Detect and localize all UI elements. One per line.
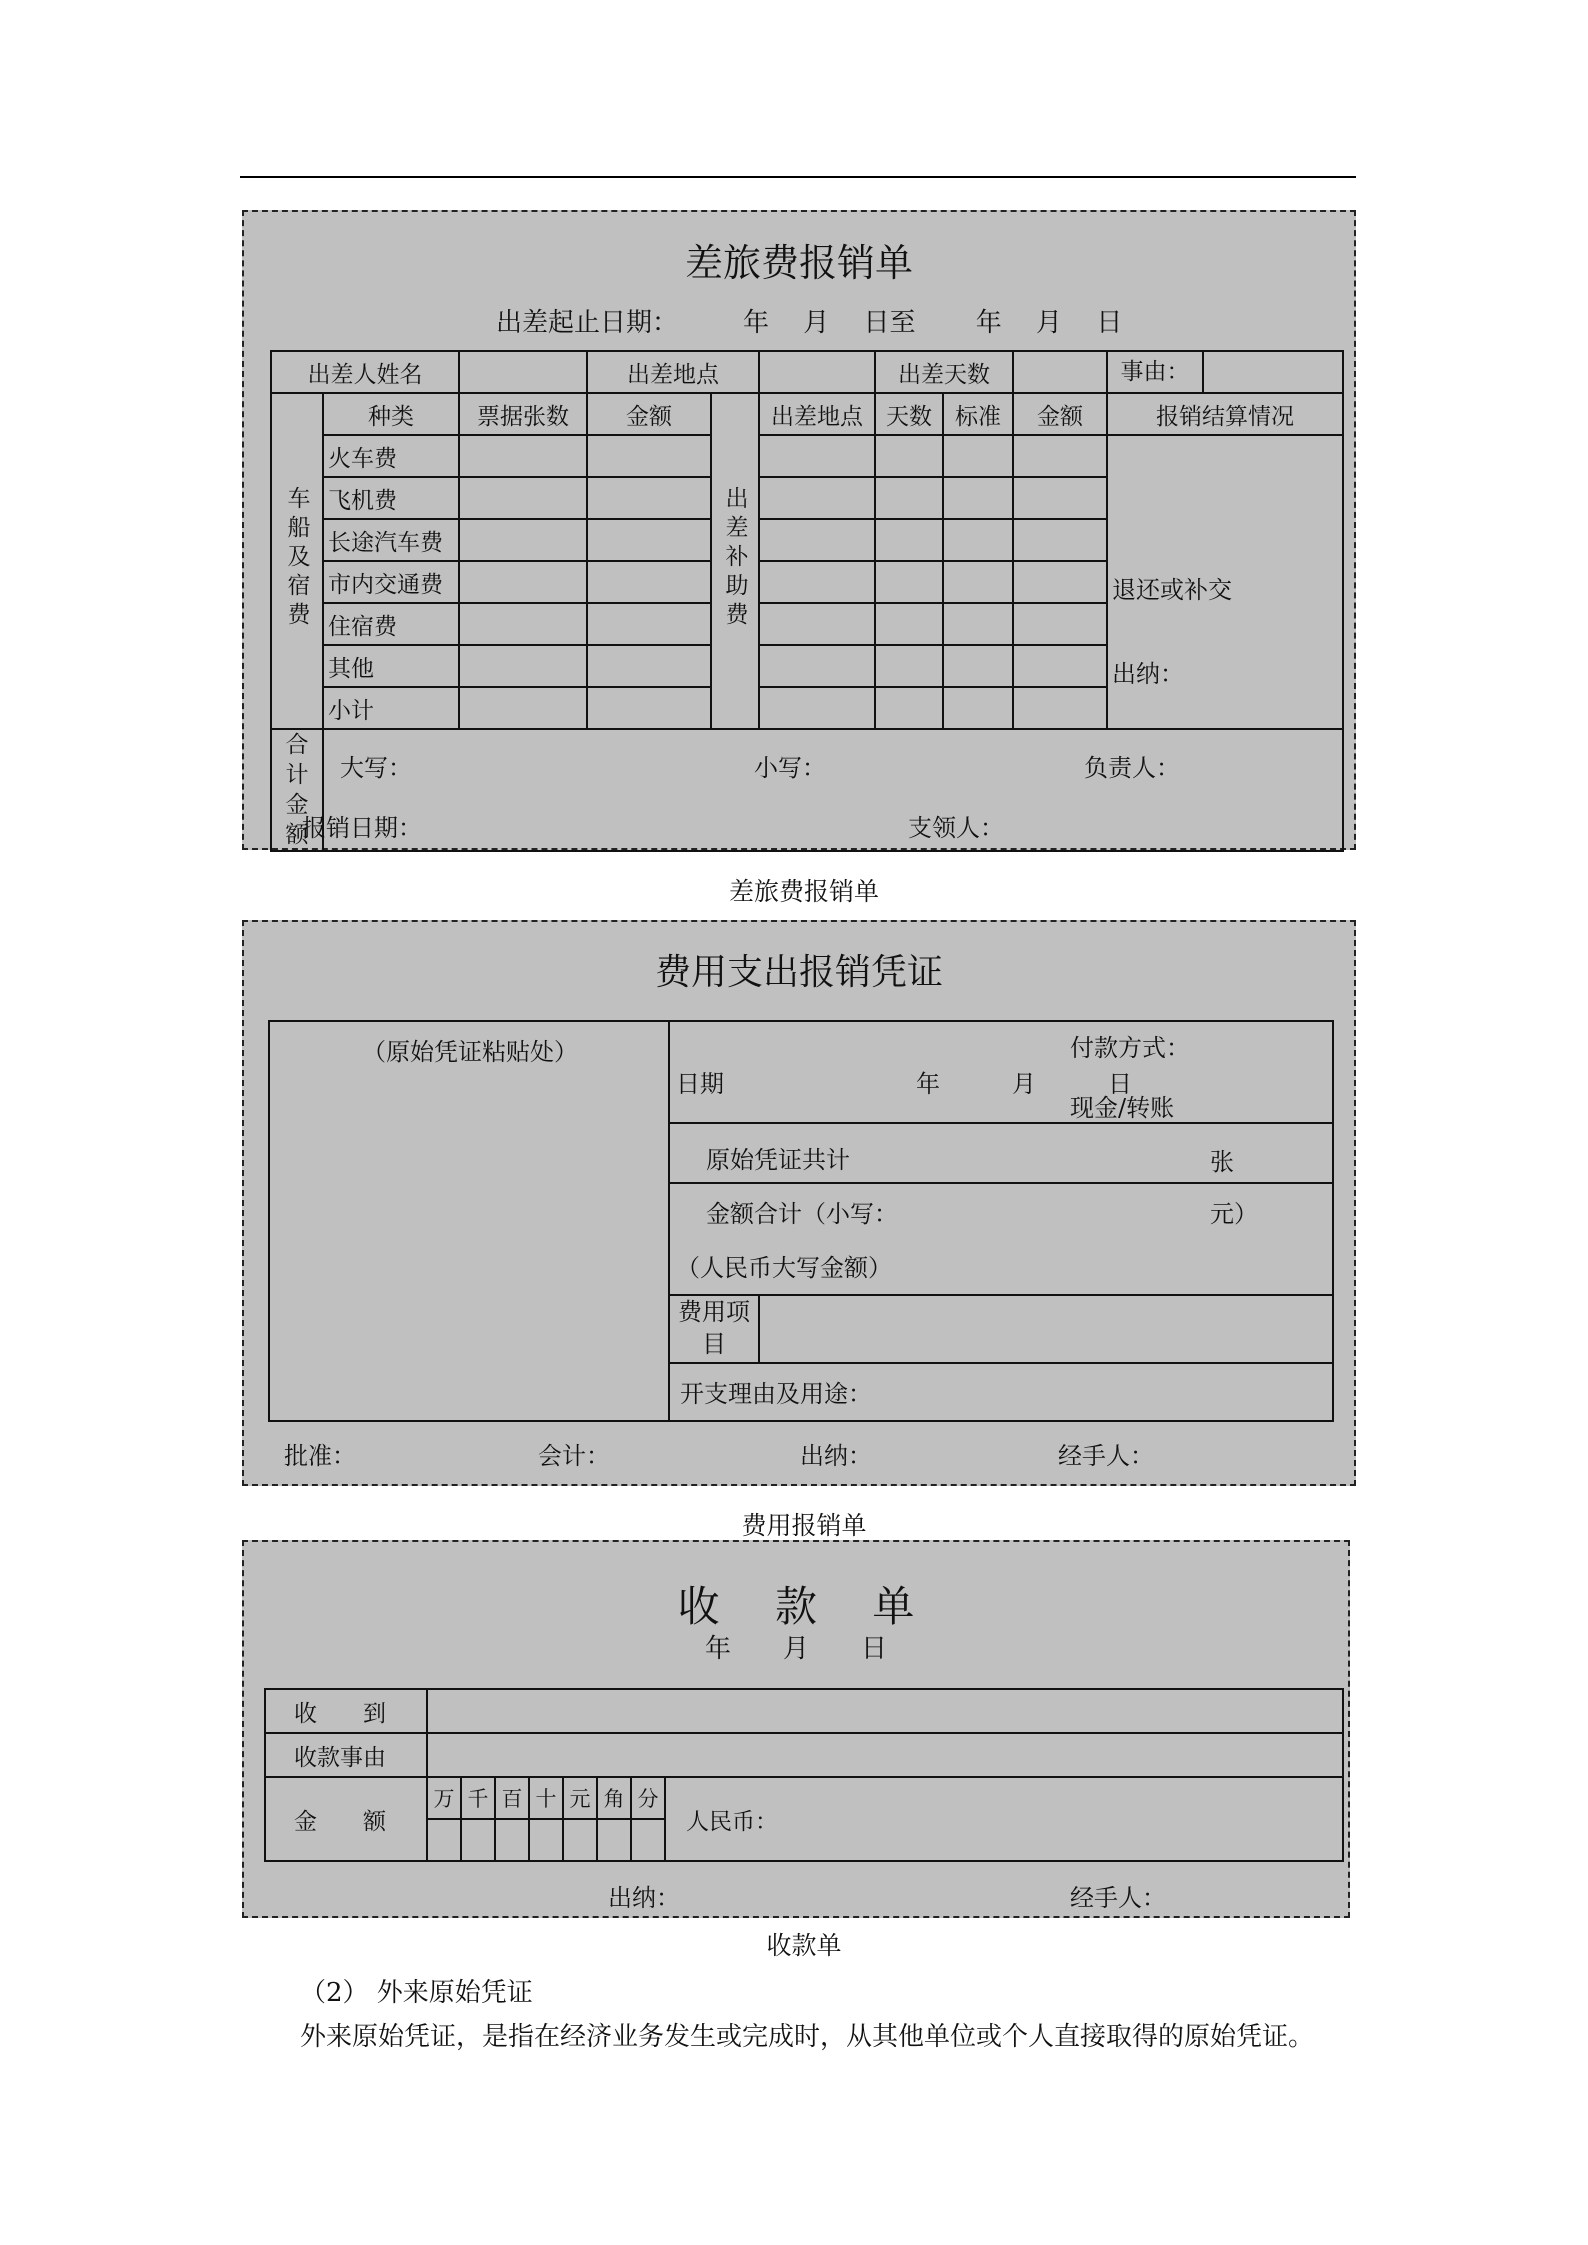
digit-cell[interactable] [461,1819,495,1861]
settlement-cashier-label: 出纳： [1112,660,1184,688]
days-cell[interactable] [875,687,943,729]
pay-method-label: 付款方式： [1070,1034,1190,1062]
place-cell[interactable] [759,561,875,603]
item-lodging: 住宿费 [323,603,459,645]
total-lower-label: 小写： [754,754,826,782]
days-cell[interactable] [875,603,943,645]
section-heading: （2） 外来原始凭证 [300,1978,533,2008]
place-cell[interactable] [759,519,875,561]
header-amount: 金额 [587,393,711,435]
refund-label: 退还或补交 [1112,576,1232,604]
header-standard: 标准 [943,393,1013,435]
standard-cell[interactable] [943,603,1013,645]
voucher-box [268,1020,1334,1422]
receipt-handler-label: 经手人： [1070,1884,1166,1912]
reason-cell[interactable] [1107,351,1343,393]
days-cell[interactable] [875,435,943,477]
transport-lodging-label: 车船及宿费 [283,485,310,631]
travel-expense-form [242,210,1356,850]
tickets-cell[interactable] [459,603,587,645]
accountant-label: 会计： [538,1442,610,1470]
digit-qian: 千 [461,1777,495,1819]
tickets-cell[interactable] [459,645,587,687]
amount-cell[interactable] [587,687,711,729]
place-cell[interactable] [759,645,875,687]
received-from-cell[interactable] [427,1689,1343,1733]
voucher-count-row [670,1124,1332,1184]
expense-voucher-form [242,920,1356,1486]
receipt-date: 年 月 日 [704,1634,887,1664]
approve-label: 批准： [284,1442,356,1470]
amount2-cell[interactable] [1013,435,1107,477]
form-title: 收 款 单 [677,1582,915,1631]
days-cell[interactable] [875,645,943,687]
amount2-cell[interactable] [1013,603,1107,645]
voucher-count-label: 原始凭证共计 [706,1146,850,1174]
amount2-cell[interactable] [1013,561,1107,603]
receipt-table [264,1688,1344,1862]
tickets-cell[interactable] [459,687,587,729]
days-cell[interactable] [875,519,943,561]
digit-cell[interactable] [597,1819,631,1861]
digit-yuan: 元 [563,1777,597,1819]
transport-lodging-group [271,393,323,729]
amount-upper-label: （人民币大写金额） [676,1254,892,1282]
days-cell[interactable] [875,477,943,519]
amount-cell[interactable] [587,477,711,519]
reimburse-date-label: 报销日期： [302,814,422,842]
digit-cell[interactable] [495,1819,529,1861]
item-flight: 飞机费 [323,477,459,519]
receiver-label: 支领人： [908,814,1004,842]
trip-days-label: 出差天数 [875,351,1013,393]
settlement-cell[interactable] [1107,435,1343,729]
amount-total-label: 金额合计（小写： [706,1200,898,1228]
expense-item-cell[interactable] [760,1296,1332,1362]
receipt-amount-label: 金 额 [265,1777,427,1861]
standard-cell[interactable] [943,645,1013,687]
header-days: 天数 [875,393,943,435]
total-amount-cell[interactable] [323,729,1343,851]
total-amount-label: 合计金额 [271,729,323,851]
place-cell[interactable] [759,435,875,477]
header-kind: 种类 [323,393,459,435]
amount-cell[interactable] [587,519,711,561]
digit-wan: 万 [427,1777,461,1819]
caption-travel-form: 差旅费报销单 [728,877,879,906]
standard-cell[interactable] [943,561,1013,603]
amount2-cell[interactable] [1013,645,1107,687]
item-train: 火车费 [323,435,459,477]
header-tickets: 票据张数 [459,393,587,435]
rmb-label: 人民币： [686,1808,778,1835]
manager-label: 负责人： [1084,754,1180,782]
tickets-cell[interactable] [459,561,587,603]
digit-bai: 百 [495,1777,529,1819]
received-from-label: 收 到 [265,1689,427,1733]
purpose-label: 开支理由及用途： [680,1380,872,1408]
pay-method-options[interactable]: 现金/转账 [1070,1094,1175,1122]
section-body: 外来原始凭证，是指在经济业务发生或完成时，从其他单位或个人直接取得的原始凭证。 [300,2022,1315,2052]
voucher-details [670,1022,1332,1420]
traveler-name-cell[interactable] [459,351,587,393]
caption-expense-form: 费用报销单 [741,1511,867,1540]
amount-cell[interactable] [587,435,711,477]
voucher-date-label: 日期 年 月 日 [676,1070,1132,1098]
header-settlement: 报销结算情况 [1107,393,1343,435]
amount2-cell[interactable] [1013,519,1107,561]
standard-cell[interactable] [943,477,1013,519]
reason-label: 事由： [1108,352,1204,392]
destination-label: 出差地点 [587,351,759,393]
subsidy-label: 出差补助费 [721,485,748,631]
digit-cell[interactable] [631,1819,665,1861]
tickets-cell[interactable] [459,519,587,561]
digit-shi: 十 [529,1777,563,1819]
header-rule [240,176,1356,178]
travel-expense-table [270,350,1344,852]
item-city-transit: 市内交通费 [323,561,459,603]
amount-cell[interactable] [587,645,711,687]
subsidy-group [711,393,759,729]
handler-label: 经手人： [1058,1442,1154,1470]
standard-cell[interactable] [943,687,1013,729]
total-upper-label: 大写： [340,754,412,782]
amount-cell[interactable] [587,603,711,645]
place-cell[interactable] [759,477,875,519]
header-amount-2: 金额 [1013,393,1107,435]
destination-cell[interactable] [759,351,875,393]
amount-unit-label: 元） [1210,1200,1258,1228]
trip-date-line: 出差起止日期： 年 月 日至 年 月 日 [496,308,1123,338]
form-title: 费用支出报销凭证 [654,952,943,993]
receipt-form [242,1540,1350,1918]
digit-cell[interactable] [563,1819,597,1861]
item-other: 其他 [323,645,459,687]
form-title: 差旅费报销单 [684,241,913,285]
digit-cell[interactable] [427,1819,461,1861]
expense-item-label: 费用项目 [670,1296,760,1362]
amount-row [670,1184,1332,1296]
receipt-reason-cell[interactable] [427,1733,1343,1777]
item-coach: 长途汽车费 [323,519,459,561]
receipt-cashier-label: 出纳： [608,1884,680,1912]
digit-jiao: 角 [597,1777,631,1819]
date-row [670,1022,1332,1124]
amount2-cell[interactable] [1013,687,1107,729]
amount2-cell[interactable] [1013,477,1107,519]
item-subtotal: 小计 [323,687,459,729]
tickets-cell[interactable] [459,435,587,477]
paste-area-label: （原始凭证粘贴处） [362,1038,578,1066]
rmb-cell[interactable] [665,1777,1343,1861]
item-row [670,1296,1332,1364]
tickets-cell[interactable] [459,477,587,519]
place-cell[interactable] [759,687,875,729]
paste-area[interactable] [270,1022,670,1420]
standard-cell[interactable] [943,435,1013,477]
caption-receipt-form: 收款单 [766,1931,842,1960]
receipt-reason-label: 收款事由 [265,1733,427,1777]
voucher-unit-label: 张 [1210,1148,1234,1176]
trip-days-cell[interactable] [1013,351,1107,393]
cashier-label: 出纳： [800,1442,872,1470]
digit-cell[interactable] [529,1819,563,1861]
days-cell[interactable] [875,561,943,603]
standard-cell[interactable] [943,519,1013,561]
header-place: 出差地点 [759,393,875,435]
digit-fen: 分 [631,1777,665,1819]
amount-cell[interactable] [587,561,711,603]
traveler-name-label: 出差人姓名 [271,351,459,393]
place-cell[interactable] [759,603,875,645]
